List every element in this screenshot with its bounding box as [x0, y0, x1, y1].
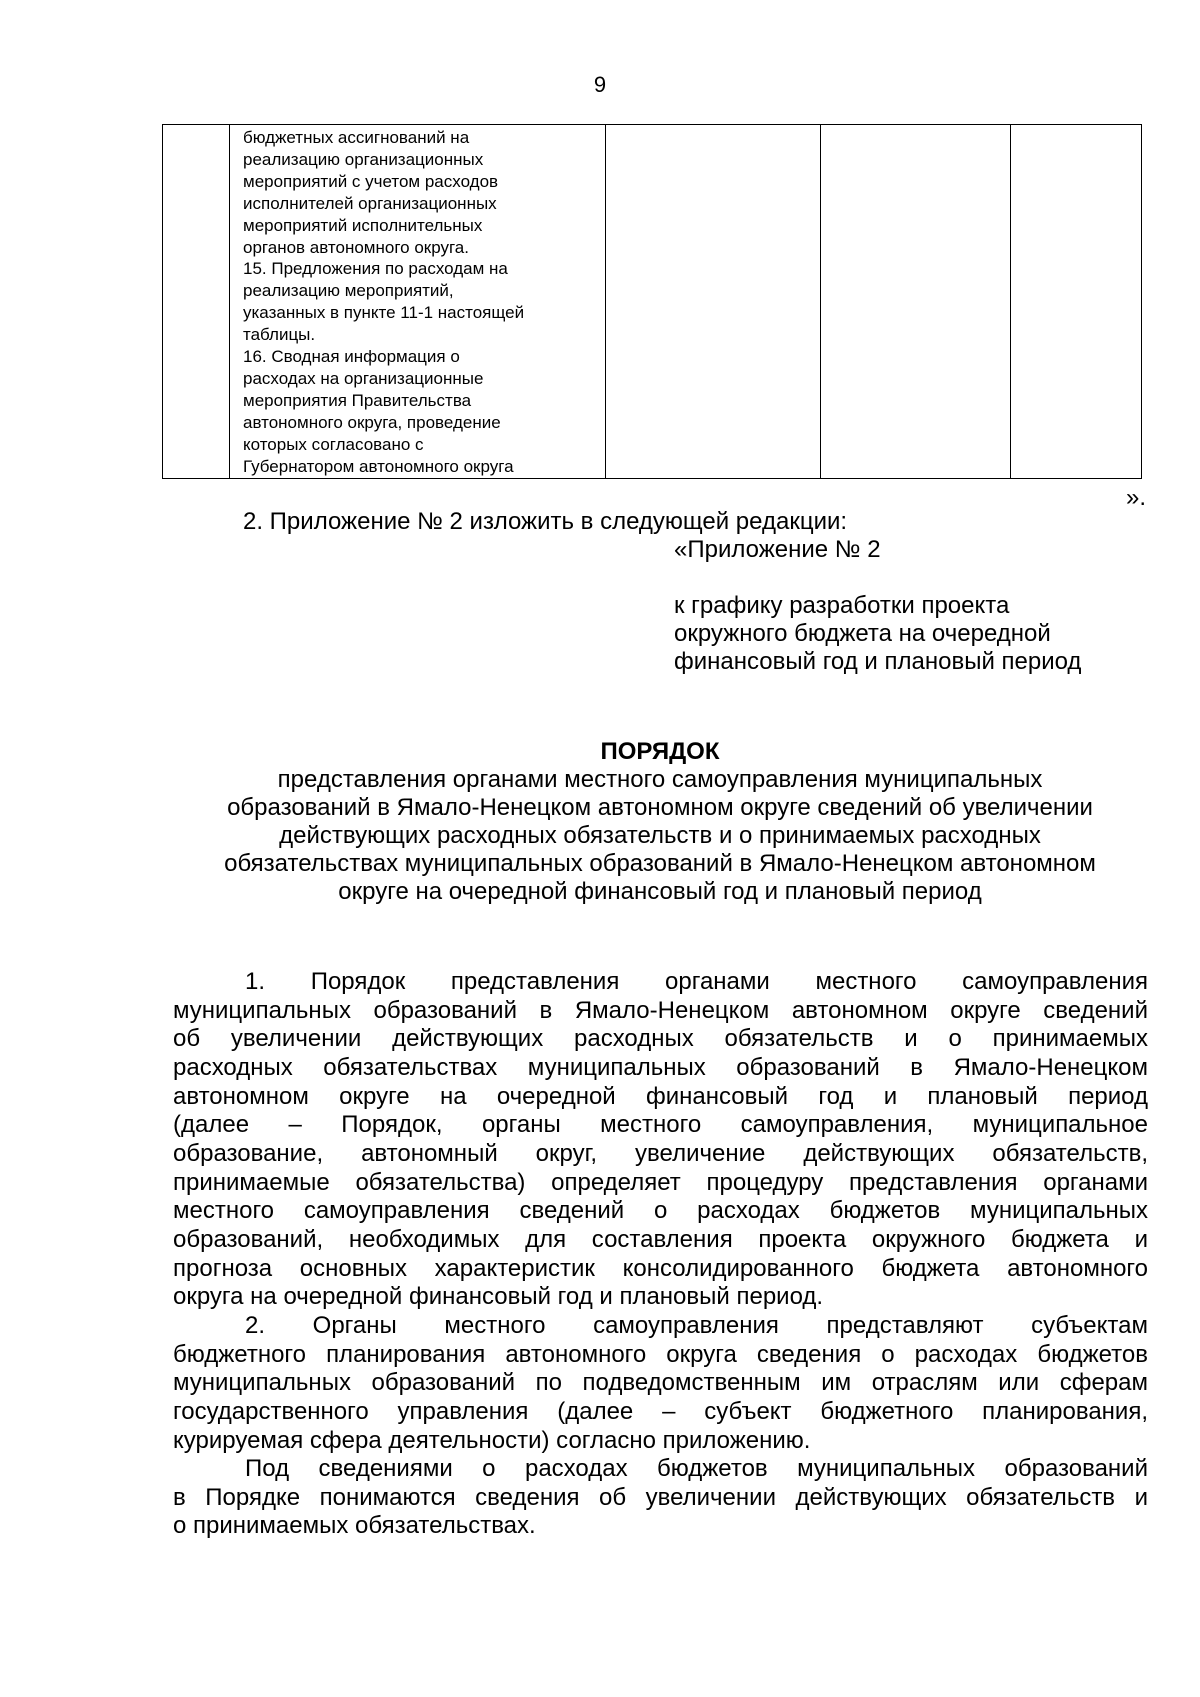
- appendix-line: окружного бюджета на очередной: [674, 620, 1051, 647]
- text-line: бюджетного планирования автономного округа сведения о расходах бюджетов: [173, 1340, 1148, 1368]
- cell-text-line: Губернатором автономного округа: [243, 456, 514, 476]
- body-text: [173, 968, 1148, 1541]
- paragraph-1: [173, 968, 1148, 1312]
- cell-text-line: исполнителей организационных: [243, 193, 497, 213]
- cell-text-line: указанных в пункте 11-1 настоящей: [243, 303, 525, 323]
- text-line: Под сведениями о расходах бюджетов муниципальных образований: [245, 1455, 1148, 1483]
- cell-text-line: реализацию мероприятий,: [243, 281, 454, 301]
- cell-text-line: мероприятия Правительства: [243, 390, 472, 410]
- paragraph-2: [173, 1312, 1148, 1455]
- cell-text-line: органов автономного округа.: [243, 237, 469, 257]
- subtitle-line: образований в Ямало-Ненецком автономном округе сведений об увеличении: [227, 794, 1093, 821]
- paragraph-3: [173, 1455, 1148, 1541]
- text-line: курируемая сфера деятельности) согласно приложению.: [173, 1426, 811, 1454]
- appendix-heading: [674, 536, 1081, 676]
- document-title: ПОРЯДОК: [600, 738, 720, 765]
- page-number: 9: [593, 72, 607, 97]
- table-cell-documents: [230, 125, 606, 479]
- text-line: округа на очередной финансовый год и плановый период.: [173, 1283, 824, 1311]
- closing-quote: ».: [1126, 484, 1147, 511]
- text-line: местного самоуправления сведений о расходах бюджетов муниципальных: [173, 1197, 1148, 1225]
- table-row: [163, 125, 1142, 479]
- text-line: образование, автономный округ, увеличение действующих обязательств,: [173, 1139, 1148, 1167]
- appendix-line: к графику разработки проекта: [674, 592, 1010, 619]
- appendix-title: «Приложение № 2: [674, 536, 881, 563]
- text-line: о принимаемых обязательствах.: [173, 1512, 536, 1540]
- text-line: (далее – Порядок, органы местного самоуправления, муниципальное: [173, 1111, 1148, 1139]
- appendix-spacer: [674, 564, 1081, 592]
- subtitle-line: действующих расходных обязательств и о принимаемых расходных: [279, 822, 1041, 849]
- cell-text-line: расходах на организационные: [243, 368, 484, 388]
- table-cell-empty: [1011, 125, 1142, 479]
- table-cell-empty: [821, 125, 1011, 479]
- cell-text-line: 16. Сводная информация о: [243, 347, 460, 367]
- table-cell-empty: [606, 125, 821, 479]
- cell-text-line: 15. Предложения по расходам на: [243, 259, 508, 279]
- cell-text-line: таблицы.: [243, 325, 316, 345]
- text-line: государственного управления (далее – субъект бюджетного планирования,: [173, 1397, 1148, 1425]
- cell-text-line: реализацию организационных: [243, 149, 484, 169]
- cell-text-line: мероприятий исполнительных: [243, 215, 483, 235]
- text-line: образований, необходимых для составления проекта окружного бюджета и: [173, 1225, 1148, 1253]
- subtitle-line: представления органами местного самоуправления муниципальных: [277, 766, 1043, 793]
- text-line: в Порядке понимаются сведения об увеличении действующих обязательств и: [173, 1483, 1148, 1511]
- text-line: муниципальных образований по подведомственным им отраслям или сферам: [173, 1369, 1148, 1397]
- cell-text-line: бюджетных ассигнований на: [243, 128, 470, 147]
- amendment-item-2: 2. Приложение № 2 изложить в следующей редакции:: [243, 508, 848, 535]
- continuation-table: [162, 124, 1142, 479]
- cell-text-line: автономного округа, проведение: [243, 412, 501, 432]
- text-line: об увеличении действующих расходных обязательств и о принимаемых: [173, 1025, 1148, 1053]
- text-line: расходных обязательствах муниципальных образований в Ямало-Ненецком: [173, 1053, 1148, 1081]
- appendix-line: финансовый год и плановый период: [674, 648, 1082, 675]
- text-line: принимаемые обязательства) определяет процедуру представления органами: [173, 1168, 1148, 1196]
- text-line: муниципальных образований в Ямало-Ненецком автономном округе сведений: [173, 996, 1148, 1024]
- cell-text-line: мероприятий с учетом расходов: [243, 171, 499, 191]
- subtitle-line: округе на очередной финансовый год и плановый период: [338, 878, 982, 905]
- cell-text-line: которых согласовано с: [243, 434, 424, 454]
- text-line: 2. Органы местного самоуправления представляют субъектам: [245, 1311, 1148, 1339]
- subtitle-line: обязательствах муниципальных образований в Ямало-Ненецком автономном: [224, 850, 1096, 877]
- document-subtitle: [160, 766, 1160, 906]
- text-line: прогноза основных характеристик консолидированного бюджета автономного: [173, 1254, 1148, 1282]
- table-cell-number: [163, 125, 230, 479]
- text-line: 1. Порядок представления органами местного самоуправления: [245, 968, 1148, 995]
- text-line: автономном округе на очередной финансовый год и плановый период: [173, 1082, 1148, 1110]
